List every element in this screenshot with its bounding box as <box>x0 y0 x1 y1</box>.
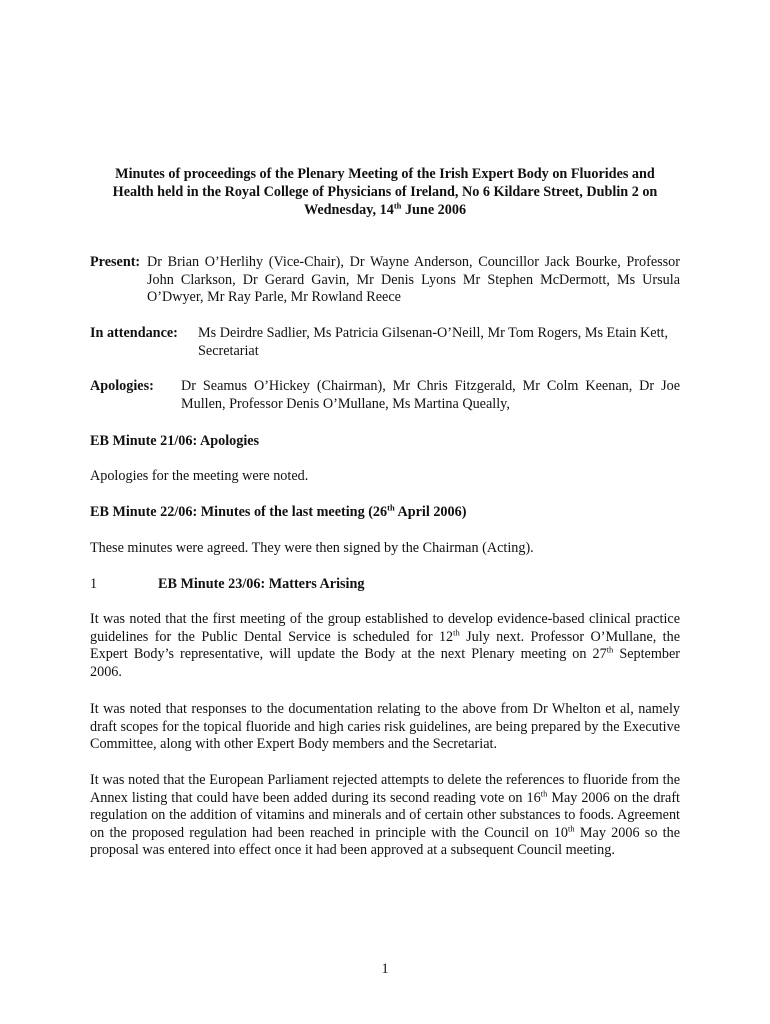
attendance-label: In attendance: <box>90 325 178 341</box>
minute-22-heading-suffix: th <box>387 502 395 513</box>
document-title <box>90 165 680 219</box>
minute-22-heading-text: EB Minute 22/06: Minutes of the last meeting (26 <box>90 504 388 520</box>
p3-part-b: May 2006 on the draft regulation on the addition of vitamins and minerals and of certain other substances to foods. Agreement on the proposed regulation had been reached in principle with the Council on 10 <box>90 789 681 841</box>
minute-22-text: These minutes were agreed. They were then signed by the Chairman (Acting). <box>90 540 534 556</box>
p3-part-c: May 2006 so the proposal was entered into effect once it had been approved at a subsequent Council meeting. <box>90 824 680 859</box>
present-list: Dr Brian O’Herlihy (Vice-Chair), Dr Wayne Anderson, Councillor Jack Bourke, Professor John Clarkson, Dr Gerard Gavin, Mr Denis Lyons Mr Stephen McDermott, Ms Ursula O’Dwyer, Mr Ray Parle, Mr Rowland Reece <box>147 254 680 306</box>
p1-part-a: It was noted that the first meeting of the group established to develop evidence-based clinical practice guidelines for the Public Dental Service is scheduled for 12 <box>90 611 680 645</box>
section-number: 1 <box>90 576 98 592</box>
present-label: Present: <box>90 254 141 270</box>
minute-23-heading: EB Minute 23/06: Matters Arising <box>158 576 365 592</box>
p1-part-c: September 2006. <box>90 646 680 680</box>
page-number: 1 <box>381 961 389 977</box>
title-line-2: Health held in the Royal College of Physicians of Ireland, No 6 Kildare Street, Dublin 2 on <box>112 184 658 200</box>
attendance-list: Ms Deirdre Sadlier, Ms Patricia Gilsenan-O’Neill, Mr Tom Rogers, Ms Etain Kett, Secretariat <box>198 325 668 359</box>
minute-23-paragraph-1 <box>90 611 680 681</box>
p1-suffix-1: th <box>453 626 460 637</box>
minute-21-text: Apologies for the meeting were noted. <box>90 468 309 484</box>
title-date-text: Wednesday, 14 <box>303 202 394 218</box>
title-line-3 <box>90 201 680 219</box>
minute-21-heading: EB Minute 21/06: Apologies <box>90 433 260 449</box>
apologies-label: Apologies: <box>90 378 154 394</box>
p3-suffix-2: th <box>568 823 575 834</box>
minute-22-heading-rest: April 2006) <box>394 504 467 520</box>
title-line-1: Minutes of proceedings of the Plenary Meeting of the Irish Expert Body on Fluorides and <box>115 166 655 182</box>
p3-part-a: It was noted that the European Parliament rejected attempts to delete the references to fluoride from the Annex listing that could have been added during its second reading vote on 16 <box>90 772 680 806</box>
minute-23-paragraph-2: It was noted that responses to the documentation relating to the above from Dr Whelton et al, namely draft scopes for the topical fluoride and high caries risk guidelines, are being prepared by the Executive Committee, along with other Expert Body members and the Secretariat. <box>90 701 680 753</box>
p3-suffix-1: th <box>540 787 548 798</box>
apologies-list: Dr Seamus O’Hickey (Chairman), Mr Chris Fitzgerald, Mr Colm Keenan, Dr Joe Mullen, Professor Denis O’Mullane, Ms Martina Queally, <box>181 378 680 412</box>
minute-23-paragraph-3 <box>90 772 680 860</box>
p1-part-b: July next. Professor O’Mullane, the Expert Body’s representative, will update the Body at the next Plenary meeting on 27 <box>90 628 680 663</box>
title-date-suffix: th <box>393 200 402 211</box>
p1-suffix-2: th <box>606 644 614 655</box>
title-date-rest: June 2006 <box>401 202 467 218</box>
minute-22-heading <box>90 504 466 522</box>
